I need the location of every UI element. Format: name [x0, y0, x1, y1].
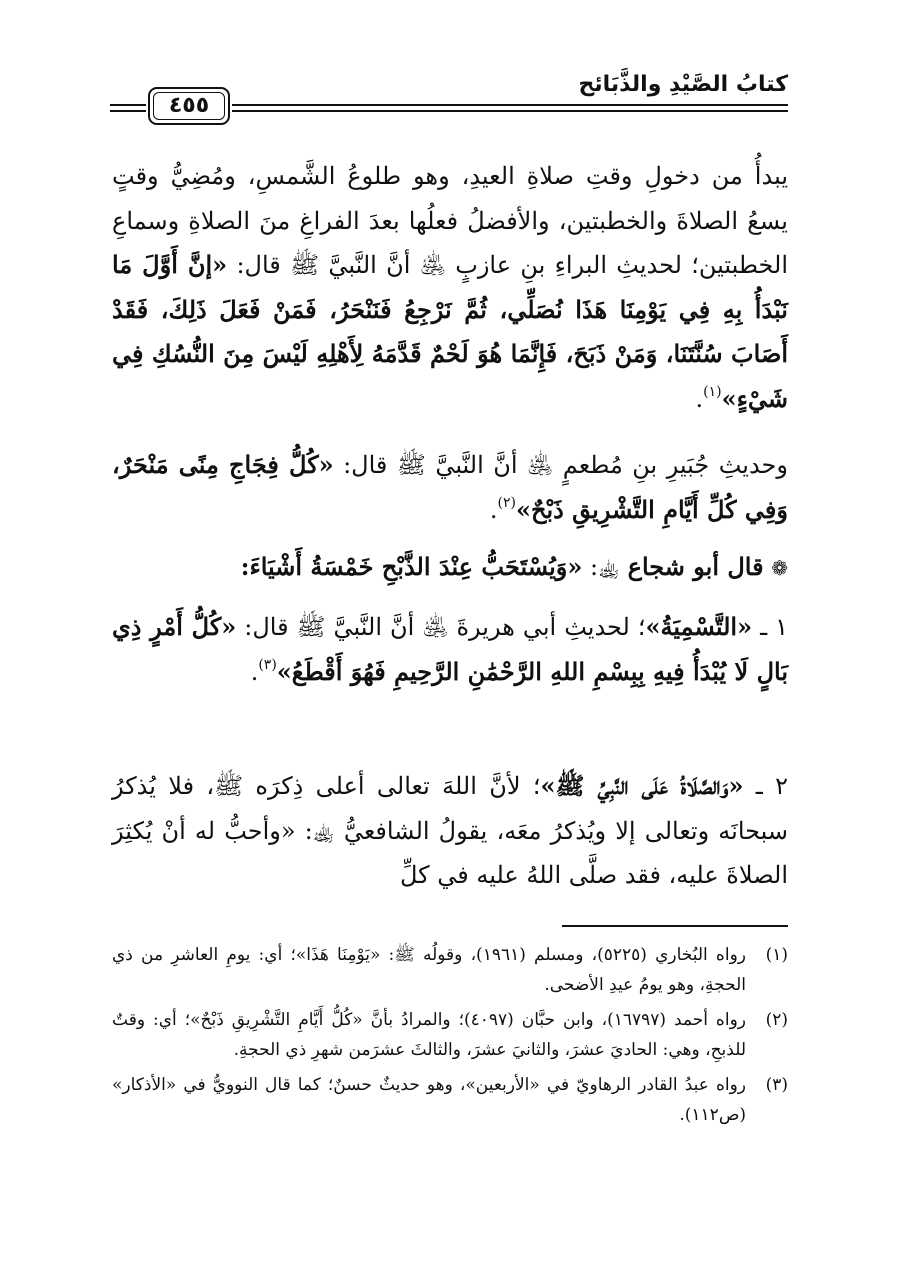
footnote-ref[interactable]: (١) [703, 383, 722, 400]
honorific: ﵀: [582, 553, 628, 581]
matn-term: «التَّسْمِيَةُ» [645, 612, 753, 641]
matn-quote: «وَيُسْتَحَبُّ عِنْدَ الذَّبْحِ خَمْسَةُ أَشْيَاءَ: [240, 552, 583, 581]
page-number: ٤٥٥ [168, 93, 210, 118]
hadith-quote: «كُلُّ فِجَاجِ مِنًى مَنْحَرٌ، وَفِي كُلِّ أَيَّامِ التَّشْرِيقِ ذَبْحٌ» [112, 450, 788, 524]
paragraph-end: . [489, 495, 498, 524]
paragraph-text: يبدأُ من دخولِ وقتِ صلاةِ العيدِ، وهو طلوعُ الشَّمسِ، ومُضِيُّ وقتٍ يسعُ الصلاةَ والخطبتين، والأفضلُ فعلُها بعدَ الفراغِ منَ الصلاةِ وسماعِ الخطبتين؛ لحديثِ البراءِ بنِ عازبٍ ﵁ أنَّ النَّبيَّ ﷺ قال: [112, 162, 788, 279]
footnote-text: رواه البُخاري (٥٢٢٥)، ومسلم (١٩٦١)، وقولُه ﷺ: «يَوْمِنَا هَذَا»؛ أي: يومِ العاشرِ من ذي الحجةِ، وهو يومُ عيدِ الأضحى. [112, 945, 746, 995]
footnote-number: (١) [765, 945, 788, 965]
paragraph-end: . [250, 657, 259, 686]
hadith-quote: «كُلُّ أَمْرٍ ذِي بَالٍ لَا يُبْدَأُ فِيهِ بِبِسْمِ اللهِ الرَّحْمَٰنِ الرَّحِيمِ فَهُوَ أَقْطَعُ» [112, 612, 788, 686]
footnote-separator [562, 925, 788, 927]
paragraph-4 [112, 605, 816, 694]
footnote-ref[interactable]: (٢) [497, 494, 516, 511]
hadith-quote: «إنَّ أَوَّلَ مَا نَبْدَأُ بِهِ فِي يَوْمِنَا هَذَا نُصَلِّي، ثُمَّ نَرْجِعُ فَنَنْحَرُ، فَمَنْ فَعَلَ ذَلِكَ، فَقَدْ أَصَابَ سُنَّتَنَا، وَمَنْ ذَبَحَ، فَإِنَّمَا هُوَ لَحْمٌ قَدَّمَهُ لِأَهْلِهِ لَيْسَ مِنَ النُّسُكِ فِي شَيْءٍ» [112, 250, 788, 413]
paragraph-text: ؛ لأنَّ اللهَ تعالى أعلى ذِكرَه ﷺ، فلا يُذكرُ سبحانَه وتعالى إلا ويُذكرُ معَه، يقولُ الشافعيُّ ﵀: «وأحبُّ له أنْ يُكثِرَ الصلاةَ عليه، فقد صلَّى اللهُ عليه في كلِّ [112, 772, 788, 889]
paragraph-1 [112, 154, 788, 421]
header-rule [110, 104, 146, 106]
header-rule [110, 110, 146, 112]
paragraph-end: . [695, 384, 704, 413]
page-number-frame [148, 87, 230, 125]
paragraph-text: ؛ لحديثِ أبي هريرةَ ﵁ أنَّ النَّبيَّ ﷺ قال: [236, 613, 646, 641]
item-number: ٢ ـ [743, 772, 788, 800]
footnote-text: رواه عبدُ القادر الرهاويّ في «الأربعين»، وهو حديثٌ حسنٌ؛ كما قال النوويُّ في «الأذكار» (ص١١٢). [112, 1075, 746, 1125]
item-number: ١ ـ [752, 613, 788, 641]
paragraph-text: وحديثِ جُبَيرِ بنِ مُطعمٍ ﵁ أنَّ النَّبيَّ ﷺ قال: [333, 451, 788, 479]
running-title: كتابُ الصَّيْدِ والذَّبَائح [578, 72, 788, 97]
footnote [112, 940, 788, 1000]
footnote-text: رواه أحمد (١٦٧٩٧)، وابن حبَّان (٤٠٩٧)؛ والمرادُ بأنَّ «كُلُّ أَيَّامِ التَّشْرِيقِ ذَبْحٌ»؛ أي: وقتٌ للذبحِ، وهي: الحاديَ عشرَ، والثانيَ عشرَ، والثالثَ عشرَمن شهرِ ذي الحجةِ. [112, 1010, 746, 1060]
footnote-ref[interactable]: (٣) [258, 656, 277, 673]
page-header [110, 62, 788, 132]
header-rule [232, 110, 788, 112]
paragraph-5 [112, 764, 816, 898]
matn-heading [112, 545, 816, 591]
paragraph-2 [112, 443, 816, 532]
footnotes [112, 940, 788, 1135]
footnote-number: (٢) [765, 1010, 788, 1030]
header-rule [232, 104, 788, 106]
footnote [112, 1005, 788, 1065]
footnote-number: (٣) [765, 1075, 788, 1095]
footnote [112, 1070, 788, 1130]
matn-speaker: قال أبو شجاع [627, 552, 764, 581]
matn-term: «وَالصَّلَاةُ عَلَى النَّبِيِّ ﷺ» [540, 771, 744, 800]
flower-icon: ❁ [771, 556, 788, 580]
